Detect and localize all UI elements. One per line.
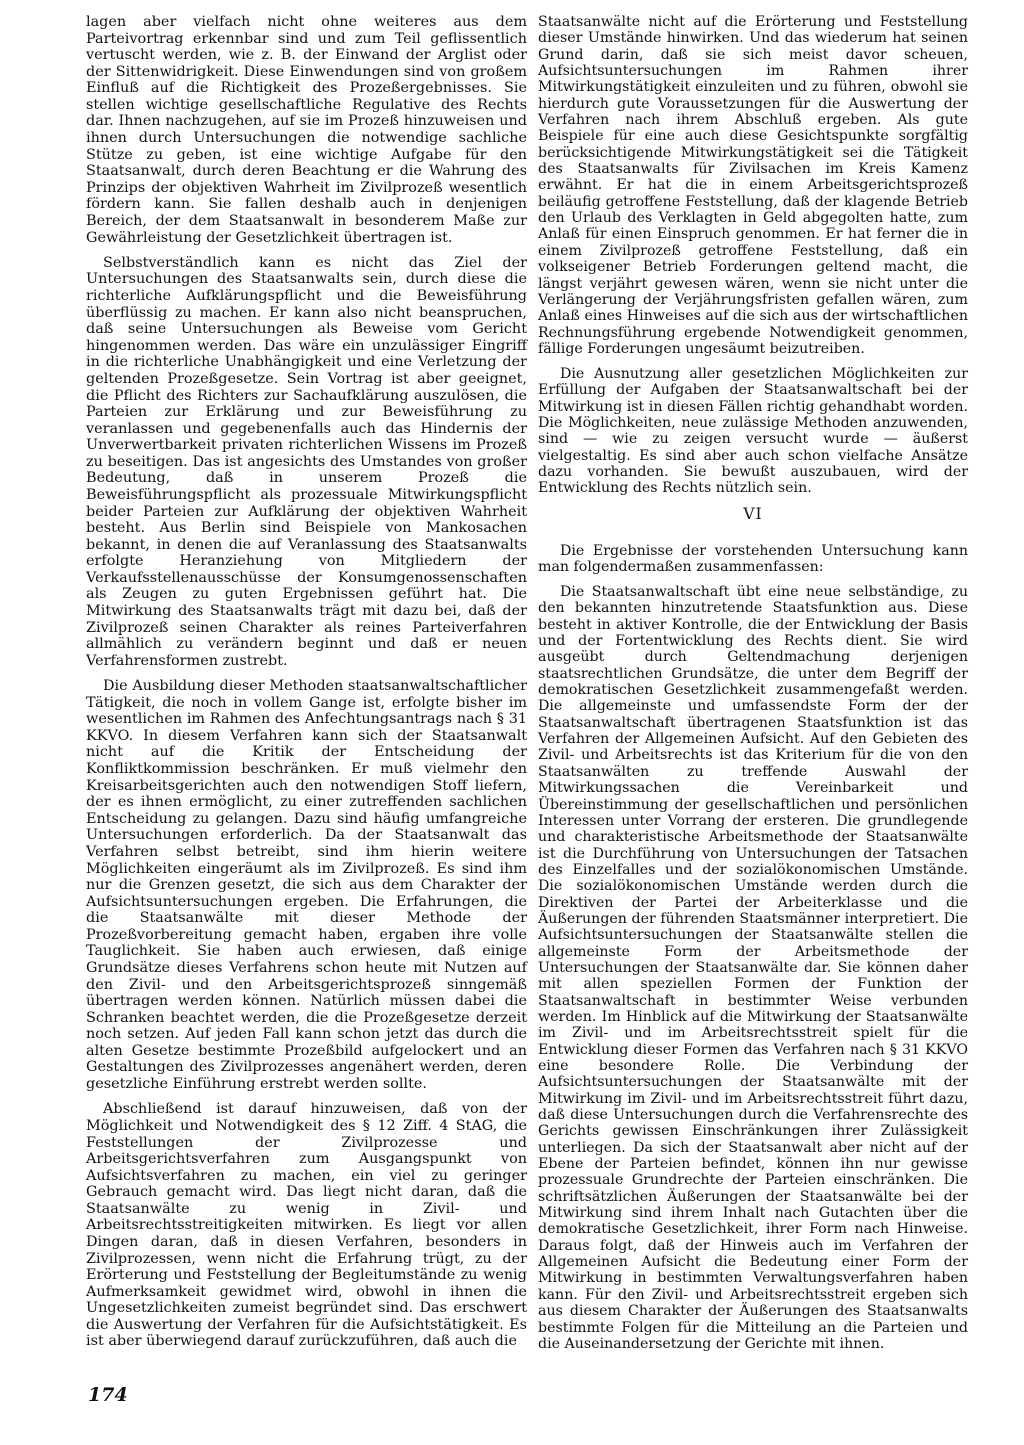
paragraph: Die Ergebnisse der vorstehenden Untersuchung kann man folgendermaßen zusammenfassen: xyxy=(538,542,968,575)
paragraph: Selbstverständlich kann es nicht das Ziel der Untersuchungen des Staatsanwalts sein, durch diese die richterliche Aufklärungspflicht und die Beweisführung überflüssig zu machen. Er kann also nicht beanspruchen, daß seine Untersuchungen als Beweise vom Gericht hingenommen werden. Das wäre ein unzulässiger Eingriff in die richterliche Unabhängigkeit und eine Verletzung der geltenden Prozeßgesetze. Sein Vortrag ist aber geeignet, die Pflicht des Richters zur Sachaufklärung auszulösen, die Parteien zur Erklärung und zur Beweisführung zu veranlassen und gegebenenfalls auch das Hindernis der Unverwertbarkeit privaten richterlichen Wissens im Prozeß zu beseitigen. Das ist angesichts des Umstandes von großer Bedeutung, daß in unserem Prozeß die Beweisführungspflicht als prozessuale Mitwirkungspflicht beider Parteien zur Aufklärung der objektiven Wahrheit besteht. Aus Berlin sind Beispiele von Mankosachen bekannt, in denen die auf Veranlassung des Staatsanwalts erfolgte Heranziehung von Mitgliedern der Verkaufsstellenausschüsse der Konsumgenossenschaften als Zeugen zu guten Ergebnissen geführt hat. Die Mitwirkung des Staatsanwalts trägt mit dazu bei, daß der Zivilprozeß seinen Charakter als reines Parteiverfahren allmählich zu verändern beginnt und daß er neuen Verfahrensformen zustrebt. xyxy=(86,254,527,669)
paragraph: Staatsanwälte nicht auf die Erörterung und Feststellung dieser Umstände hinwirken. Und das wiederum hat seinen Grund darin, daß sie sich meist davor scheuen, Aufsichtsuntersuchungen im Rahmen ihrer Mitwirkungstätigkeit einzuleiten und zu führen, obwohl sie hierdurch gute Voraussetzungen für die Auswertung der Verfahren nach ihrem Abschluß ergeben. Als gute Beispiele für eine auch diese Gesichtspunkte sorgfältig berücksichtigende Mitwirkungstätigkeit sei die Tätigkeit des Staatsanwalts für Zivilsachen im Kreis Kamenz erwähnt. Er hat die in einem Arbeitsgerichtsprozeß beiläufig getroffene Feststellung, daß der klagende Betrieb den Urlaub des Verklagten in Geld abgegolten hatte, zum Anlaß für einen Einspruch genommen. Er hat ferner die in einem Zivilprozeß getroffene Feststellung, daß ein volkseigener Betrieb Forderungen geltend macht, die längst verjährt gewesen wären, wenn sie nicht unter die Verlängerung der Verjährungsfristen gefallen wären, zum Anlaß eines Hinweises auf die sich aus der wirtschaftlichen Rechnungsführung ergebende Notwendigkeit genommen, fällige Forderungen ungesäumt beizutreiben. xyxy=(538,14,968,357)
left-column xyxy=(86,14,527,1359)
paragraph: Die Ausbildung dieser Methoden staatsanwaltschaftlicher Tätigkeit, die noch in vollem Gange ist, erfolgte bisher im wesentlichen im Rahmen des Anfechtungsantrags nach § 31 KKVO. In diesem Verfahren kann sich der Staatsanwalt nicht auf die Kritik der Entscheidung der Konfliktkommission beschränken. Er muß vielmehr den Kreisarbeitsgerichten auch den notwendigen Stoff liefern, der es ihnen ermöglicht, zu einer zutreffenden sachlichen Entscheidung zu gelangen. Dazu sind häufig umfangreiche Untersuchungen erforderlich. Da der Staatsanwalt das Verfahren selbst betreibt, sind ihm hierin weitere Möglichkeiten eingeräumt als im Zivilprozeß. Es sind ihm nur die Grenzen gesetzt, die sich aus dem Charakter der Aufsichtsuntersuchungen ergeben. Die Erfahrungen, die die Staatsanwälte mit dieser Methode der Prozeßvorbereitung gemacht haben, ergaben ihre volle Tauglichkeit. Sie haben auch erwiesen, daß einige Grundsätze dieses Verfahrens schon heute mit Nutzen auf den Zivil- und den Arbeitsgerichtsprozeß sinngemäß übertragen werden können. Natürlich müssen dabei die Schranken beachtet werden, die die Prozeßgesetze derzeit noch setzen. Auf jeden Fall kann schon jetzt das durch die alten Gesetze bestimmte Prozeßbild aufgelockert und an Gestaltungen des Zivilprozesses angenähert werden, deren gesetzliche Einführung erstrebt werden sollte. xyxy=(86,678,527,1093)
paragraph: Abschließend ist darauf hinzuweisen, daß von der Möglichkeit und Notwendigkeit des § 12 Ziff. 4 StAG, die Feststellungen der Zivilprozesse und Arbeitsgerichtsverfahren zum Ausgangspunkt von Aufsichtsverfahren zu machen, ein viel zu geringer Gebrauch gemacht wird. Das liegt nicht daran, daß die Staatsanwälte zu wenig in Zivil- und Arbeitsrechtsstreitigkeiten mitwirken. Es liegt vor allen Dingen daran, daß in diesen Verfahren, besonders in Zivilprozessen, wenn nicht die Erfahrung trügt, zu der Erörterung und Feststellung der Begleitumstände zu wenig Aufmerksamkeit gewidmet wird, obwohl in ihnen die Ungesetzlichkeiten zumeist begründet sind. Das erschwert die Auswertung der Verfahren für die Aufsichtstätigkeit. Es ist aber überwiegend darauf zurückzuführen, daß auch die xyxy=(86,1101,527,1350)
right-column xyxy=(538,14,968,1361)
paragraph: Die Ausnutzung aller gesetzlichen Möglichkeiten zur Erfüllung der Aufgaben der Staatsanwaltschaft bei der Mitwirkung ist in diesen Fällen richtig gehandhabt worden. Die Möglichkeiten, neue zulässige Methoden anzuwenden, sind — wie zu zeigen versucht wurde — äußerst vielgestaltig. Es sind aber auch schon vielfache Ansätze dazu vorhanden. Sie bewußt auszubauen, wird der Entwicklung des Rechts nützlich sein. xyxy=(538,366,968,497)
section-heading: VI xyxy=(743,504,763,523)
paragraph: lagen aber vielfach nicht ohne weiteres aus dem Parteivortrag erkennbar sind und zum Teil geflissentlich vertuscht werden, wie z. B. der Einwand der Arglist oder der Sittenwidrigkeit. Diese Einwendungen sind von großem Einfluß auf die Richtigkeit des Prozeßergebnisses. Sie stellen wichtige gesellschaftliche Regulative des Rechts dar. Ihnen nachzugehen, auf sie im Prozeß hinzuweisen und ihnen durch Untersuchungen die notwendige sachliche Stütze zu geben, ist eine wichtige Aufgabe für den Staatsanwalt, durch deren Beachtung er die Wahrung des Prinzips der objektiven Wahrheit im Zivilprozeß wesentlich fördern kann. Sie fallen deshalb auch in denjenigen Bereich, der dem Staatsanwalt in besonderem Maße zur Gewährleistung der Gesetzlichkeit übertragen ist. xyxy=(86,14,527,246)
paragraph: Die Staatsanwaltschaft übt eine neue selbständige, zu den bekannten hinzutretende Staatsfunktion aus. Diese besteht in aktiver Kontrolle, die der Entwicklung der Basis und der Fortentwicklung des Rechts dient. Sie wird ausgeübt durch Geltendmachung derjenigen staatsrechtlichen Grundsätze, die unter dem Begriff der demokratischen Gesetzlichkeit zusammengefaßt werden. Die allgemeinste und umfassendste Form der der Staatsanwaltschaft übertragenen Staatsfunktion ist das Verfahren der Allgemeinen Aufsicht. Auf den Gebieten des Zivil- und Arbeitsrechts ist das Kriterium für die von den Staatsanwälten zu treffende Auswahl der Mitwirkungssachen die Vereinbarkeit und Übereinstimmung der gesellschaftlichen und persönlichen Interessen unter Vorrang der ersteren. Die grundlegende und charakteristische Arbeitsmethode der Staatsanwälte ist die Durchführung von Untersuchungen der Tatsachen des Einzelfalles und der sozialökonomischen Umstände. Die sozialökonomischen Umstände werden durch die Direktiven der Partei der Arbeiterklasse und die Äußerungen der führenden Staatsmänner interpretiert. Die Aufsichtsuntersuchungen der Staatsanwälte stellen die allgemeinste Form der Arbeitsmethode der Untersuchungen der Staatsanwälte dar. Sie können daher mit allen speziellen Formen der Funktion der Staatsanwaltschaft in bestimmter Weise verbunden werden. Im Hinblick auf die Mitwirkung der Staatsanwälte im Zivil- und im Arbeitsrechtsstreit spielt für die Entwicklung dieser Formen das Verfahren nach § 31 KKVO eine besondere Rolle. Die Verbindung der Aufsichtsuntersuchungen der Staatsanwälte mit der Mitwirkung im Zivil- und im Arbeitsrechtsstreit führt dazu, daß diese Untersuchungen durch die Verfahrensrechte des Gerichts gewissen Einschränkungen ihrer Zulässigkeit unterliegen. Da sich der Staatsanwalt aber nicht auf der Ebene der Parteien befindet, können ihn nur gewisse prozessuale Grundrechte der Parteien einschränken. Die schriftsätzlichen Äußerungen der Staatsanwälte bei der Mitwirkung sind ihrem Inhalt nach Gutachten über die demokratische Gesetzlichkeit, ihrer Form nach Hinweise. Daraus folgt, daß der Hinweis auch im Verfahren der Allgemeinen Aufsicht die Bedeutung einer Form der Mitwirkung in bestimmten Verwaltungsverfahren haben kann. Für den Zivil- und Arbeitsrechtsstreit ergeben sich aus diesem Charakter der Äußerungen des Staatsanwalts bestimmte Folgen für die Mitteilung an die Parteien und die Auseinandersetzung der Gerichte mit ihnen. xyxy=(538,584,968,1352)
page-number: 174 xyxy=(88,1384,128,1406)
